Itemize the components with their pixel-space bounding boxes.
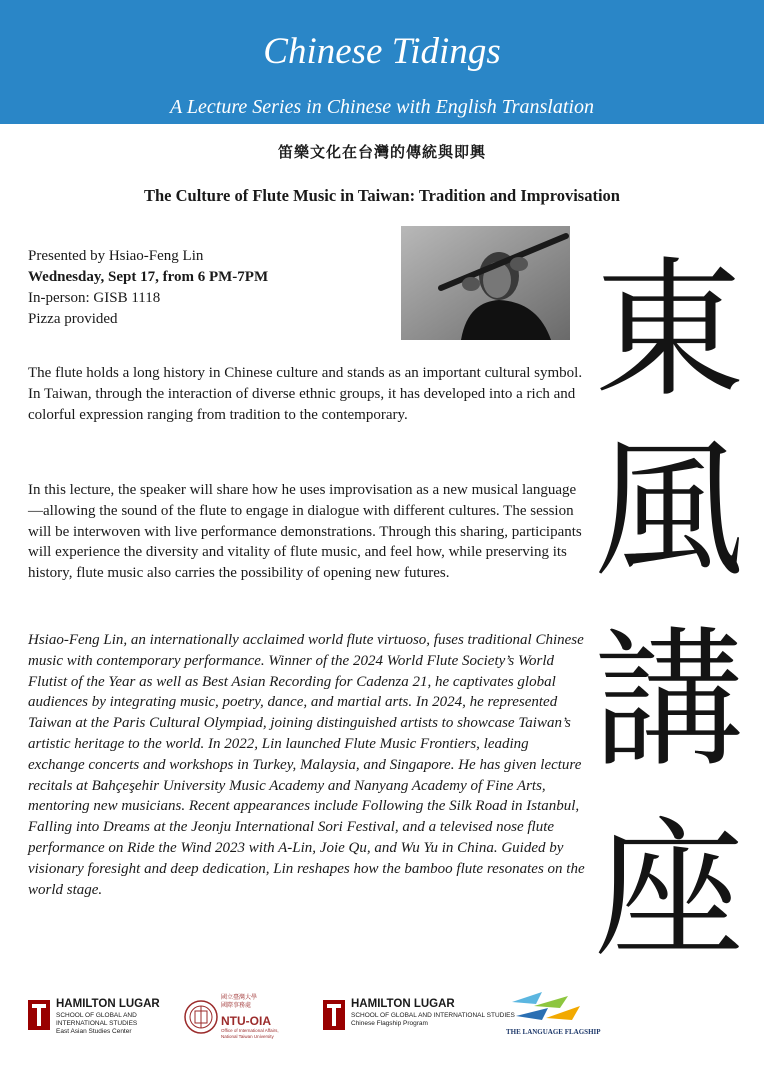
presenter: Presented by Hsiao-Feng Lin <box>28 248 204 264</box>
event-datetime: Wednesday, Sept 17, from 6 PM-7PM <box>28 269 269 285</box>
event-food: Pizza provided <box>28 311 118 327</box>
logo-ntu-chinese: 國立臺灣大學 國際事務處 <box>221 994 258 1009</box>
logo-ntu-name: NTU-OIA <box>221 1014 271 1028</box>
calligraphy-char-2: 風 <box>594 424 744 598</box>
iu-trident-icon <box>28 1000 50 1030</box>
presenter-bio-paragraph: Hsiao-Feng Lin, an internationally acclaimed world flute virtuoso, fuses traditional Chinese music with contemporary performance. Winner of the 2024 World Flute Society’s World Flutist of the Year as well as Best Asian Recording for Cadenza 21, he captivates global audiences by integrating music, poetry, dance, and martial arts. In 2024, he represented Taiwan at the Paris Cultural Olympiad, joining distinguished artists to showcase Taiwan’s artistic heritage to the world. In 2022, Lin launched Flute Music Frontiers, leading exchange concerts and workshops in Turkey, Malaysia, and Singapore. He has given lecture recitals at Bahçeşehir University Music Academy and Nanyang Academy of Fine Arts, mentoring new musicians. Recent appearances include Following the Silk Road in Istanbul, Falling into Dreams at the Jeonju International Sori Festival, and a televised nose flute performance on Ride the Wind 2023 with A-Lin, Joie Qu, and Wu Yu in China. Guided by visionary foresight and deep dedication, Lin reshapes how the bamboo flute resonates on the world stage. <box>28 632 585 898</box>
lecture-title-chinese: 笛樂文化在台灣的傳統與即興 <box>277 143 486 161</box>
flutist-photo-image <box>401 226 570 340</box>
calligraphy-char-1: 東 <box>594 244 744 418</box>
sponsor-logos <box>0 990 764 1050</box>
calligraphy-char-3: 講 <box>594 614 744 788</box>
calligraphy-char-4: 座 <box>594 804 744 972</box>
logo-hl2-name: HAMILTON LUGAR <box>351 998 455 1010</box>
lecture-description-paragraph: In this lecture, the speaker will share how he uses improvisation as a new musical language—allowing the sound of the flute to engage in dialogue with different cultures. The session will be interwoven with live performance demonstrations. Through this sharing, participants will experience the diversity and vitality of flute music, and feel how, while preserving its history, flute music also carries the possibility of opening new futures. <box>28 482 582 582</box>
logo-hl1-name: HAMILTON LUGAR <box>56 998 160 1010</box>
series-title: Chinese Tidings <box>263 31 501 72</box>
event-info <box>28 246 268 330</box>
ntu-seal-icon <box>183 994 219 1040</box>
logo-hl1-sub: SCHOOL OF GLOBAL AND INTERNATIONAL STUDIES East Asian Studies Center <box>56 1012 138 1035</box>
logo-hamilton-lugar-easc <box>28 990 178 1050</box>
iu-trident-icon <box>323 1000 345 1030</box>
header-banner <box>0 0 764 124</box>
intro-paragraph: The flute holds a long history in Chinese culture and stands as an important cultural symbol. In Taiwan, through the interaction of diverse ethnic groups, it has developed into a rich and colorful expression ranging from tradition to the contemporary. <box>28 365 583 423</box>
event-location: In-person: GISB 1118 <box>28 290 161 306</box>
logo-flagship-text: THE LANGUAGE FLAGSHIP <box>506 1028 601 1036</box>
logo-language-flagship <box>506 990 636 1050</box>
lecture-title-english: The Culture of Flute Music in Taiwan: Tradition and Improvisation <box>144 186 620 205</box>
logo-ntu-oia <box>183 990 293 1050</box>
presenter-photo <box>401 226 570 340</box>
flagship-swoosh-icon <box>508 990 588 1024</box>
calligraphy-east-wind-lecture <box>594 232 744 972</box>
logo-hamilton-lugar-flagship <box>323 990 515 1050</box>
logo-ntu-sub: Office of International Affairs, National Taiwan University <box>221 1028 279 1039</box>
series-subtitle: A Lecture Series in Chinese with English Translation <box>170 96 594 118</box>
logo-hl2-sub: SCHOOL OF GLOBAL AND INTERNATIONAL STUDIES Chinese Flagship Program <box>351 1012 515 1027</box>
